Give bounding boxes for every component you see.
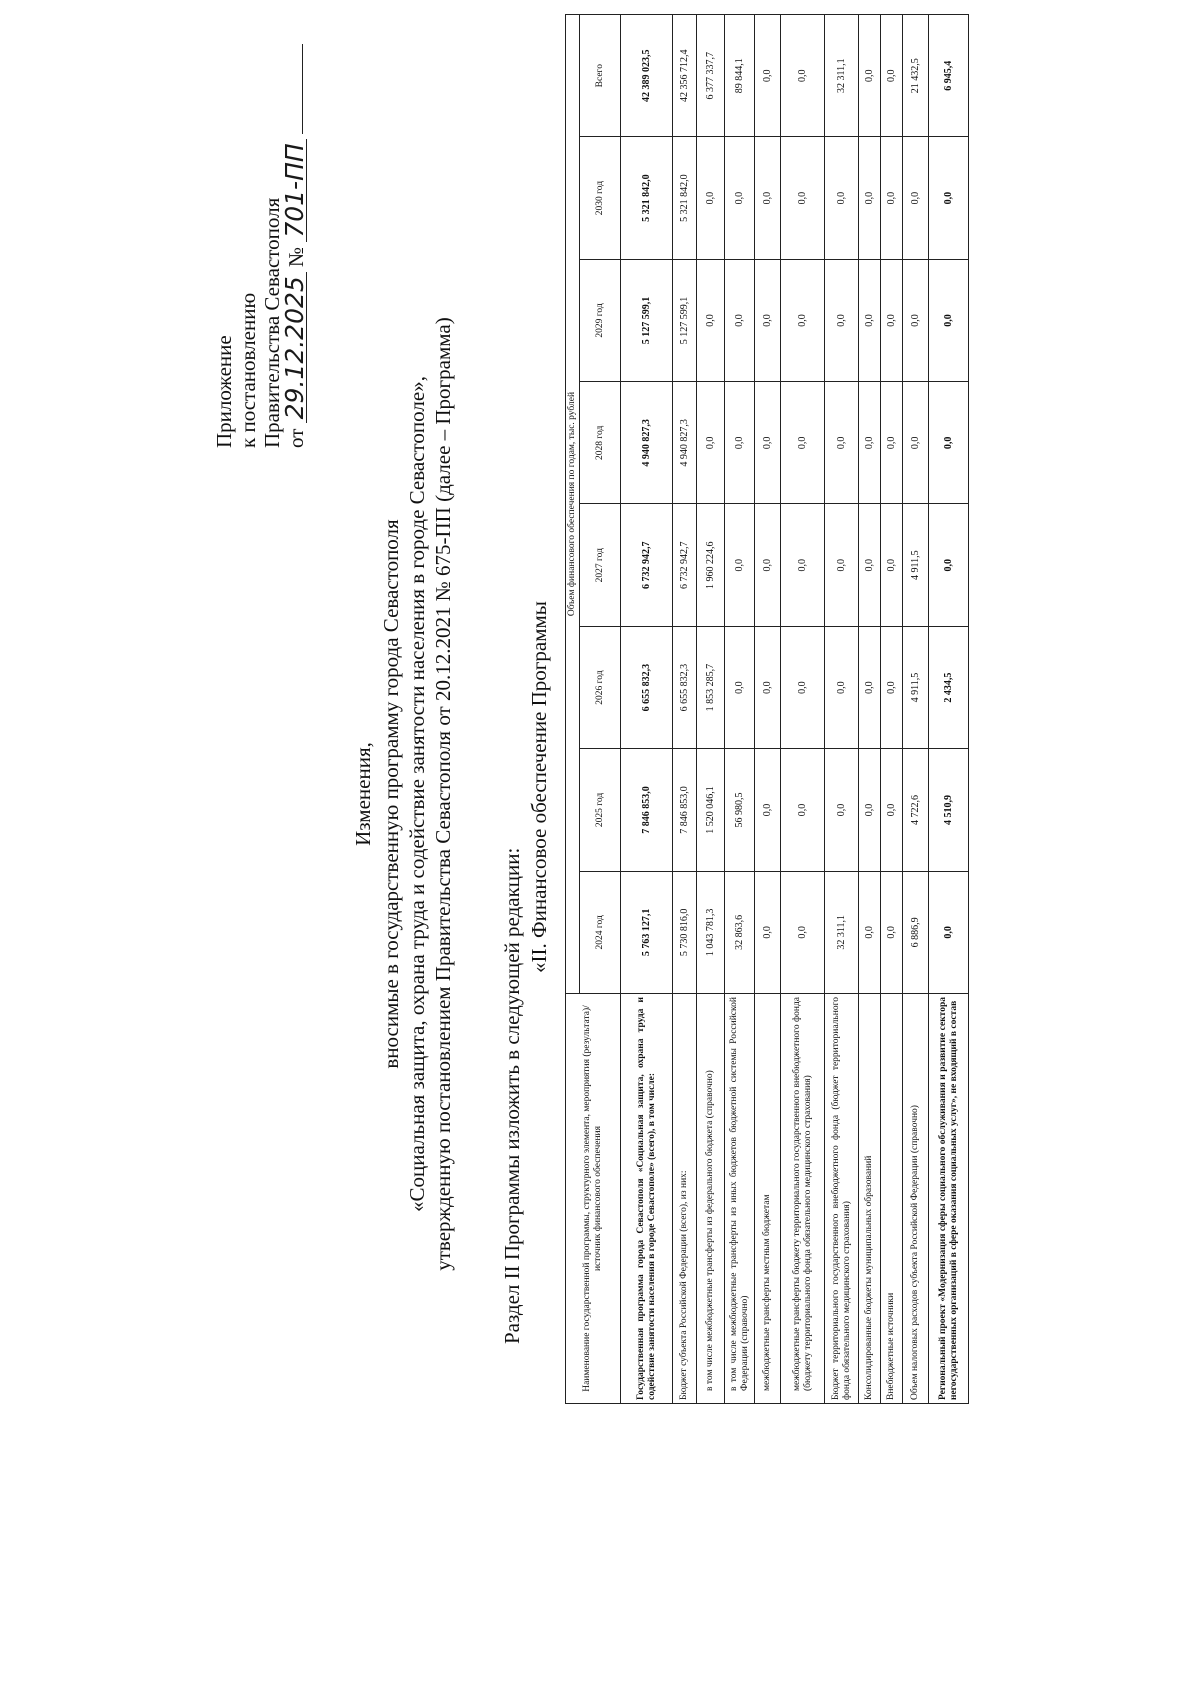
value-cell: 7 846 853,0 bbox=[673, 749, 697, 871]
title-line-2: вносимые в государственную программу города Севастополя bbox=[379, 519, 403, 1069]
value-cell: 42 389 023,5 bbox=[621, 15, 673, 137]
value-cell: 0,0 bbox=[755, 749, 781, 871]
year-header: 2026 год bbox=[580, 626, 621, 748]
value-cell: 4 722,6 bbox=[903, 749, 929, 871]
appendix-line-3: Правительства Севастополя bbox=[260, 197, 284, 448]
value-cell: 0,0 bbox=[881, 504, 903, 626]
value-cell: 0,0 bbox=[725, 626, 755, 748]
value-cell: 6 732 942,7 bbox=[673, 504, 697, 626]
row-name-cell: Государственная программа города Севастополя «Социальная защита, охрана труда и содействие занятости населения в городе Севастополе» (всего), в том числе: bbox=[621, 994, 673, 1404]
value-cell: 0,0 bbox=[881, 749, 903, 871]
value-cell: 6 377 337,7 bbox=[697, 15, 725, 137]
value-cell: 6 655 832,3 bbox=[673, 626, 697, 748]
value-cell: 0,0 bbox=[881, 137, 903, 259]
year-header: 2028 год bbox=[580, 382, 621, 504]
section-title: «II. Финансовое обеспечение Программы bbox=[527, 601, 551, 973]
value-cell: 0,0 bbox=[825, 382, 859, 504]
year-header: Всего bbox=[580, 15, 621, 137]
row-name-cell: Объем налоговых расходов субъекта Российской Федерации (справочно) bbox=[903, 994, 929, 1404]
document-title bbox=[350, 174, 456, 1414]
value-cell: 0,0 bbox=[929, 259, 969, 381]
table-row bbox=[673, 15, 697, 1404]
value-cell: 2 434,5 bbox=[929, 626, 969, 748]
value-cell: 0,0 bbox=[755, 382, 781, 504]
value-cell: 0,0 bbox=[859, 871, 881, 993]
signature-underline bbox=[284, 44, 303, 134]
value-cell: 0,0 bbox=[697, 137, 725, 259]
year-header: 2030 год bbox=[580, 137, 621, 259]
table-row bbox=[929, 15, 969, 1404]
value-cell: 0,0 bbox=[825, 626, 859, 748]
title-line-4: утвержденную постановлением Правительства Севастополя от 20.12.2021 № 675-ПП (далее – Программа) bbox=[431, 317, 455, 1271]
appendix-line-2: к постановлению bbox=[236, 292, 260, 448]
table-row bbox=[621, 15, 673, 1404]
value-cell: 0,0 bbox=[859, 15, 881, 137]
group-header: Объем финансового обеспечения по годам, тыс. рублей bbox=[566, 15, 580, 994]
value-cell: 0,0 bbox=[755, 626, 781, 748]
value-cell: 0,0 bbox=[725, 504, 755, 626]
value-cell: 0,0 bbox=[781, 15, 825, 137]
value-cell: 0,0 bbox=[881, 15, 903, 137]
row-name-cell: Консолидированные бюджеты муниципальных образований bbox=[859, 994, 881, 1404]
value-cell: 4 940 827,3 bbox=[673, 382, 697, 504]
value-cell: 56 980,5 bbox=[725, 749, 755, 871]
table-header-row bbox=[566, 15, 580, 1404]
value-cell: 1 960 224,6 bbox=[697, 504, 725, 626]
value-cell: 0,0 bbox=[825, 504, 859, 626]
row-name-cell: Бюджет субъекта Российской Федерации (всего), из них: bbox=[673, 994, 697, 1404]
value-cell: 0,0 bbox=[825, 259, 859, 381]
value-cell: 0,0 bbox=[903, 259, 929, 381]
value-cell: 0,0 bbox=[859, 382, 881, 504]
appendix-date-line bbox=[280, 44, 309, 448]
value-cell: 0,0 bbox=[881, 382, 903, 504]
handwritten-date: 29.12.2025 bbox=[284, 272, 307, 423]
value-cell: 4 911,5 bbox=[903, 504, 929, 626]
value-cell: 0,0 bbox=[697, 259, 725, 381]
row-name-cell: в том числе межбюджетные трансферты из иных бюджетов бюджетной системы Российской Федерации (справочно) bbox=[725, 994, 755, 1404]
value-cell: 5 321 842,0 bbox=[621, 137, 673, 259]
row-name-cell: межбюджетные трансферты местным бюджетам bbox=[755, 994, 781, 1404]
value-cell: 0,0 bbox=[881, 626, 903, 748]
value-cell: 32 311,1 bbox=[825, 871, 859, 993]
value-cell: 0,0 bbox=[781, 749, 825, 871]
value-cell: 32 863,6 bbox=[725, 871, 755, 993]
financing-table bbox=[565, 14, 969, 1404]
value-cell: 0,0 bbox=[929, 137, 969, 259]
value-cell: 7 846 853,0 bbox=[621, 749, 673, 871]
value-cell: 1 043 781,3 bbox=[697, 871, 725, 993]
value-cell: 0,0 bbox=[825, 749, 859, 871]
row-name-cell: Бюджет территориального государственного внебюджетного фонда (бюджет территориального фонда обязательного медицинского страхования) bbox=[825, 994, 859, 1404]
row-name-cell: Региональный проект «Модернизация сферы социального обслуживания и развитие сектора негосударственных организаций в сфере оказания социальных услуг», не входящий в состав bbox=[929, 994, 969, 1404]
value-cell: 0,0 bbox=[859, 749, 881, 871]
year-header: 2027 год bbox=[580, 504, 621, 626]
table-row bbox=[903, 15, 929, 1404]
value-cell: 0,0 bbox=[881, 259, 903, 381]
appendix-block bbox=[212, 44, 308, 448]
appendix-line-1: Приложение bbox=[212, 335, 236, 448]
value-cell: 1 520 046,1 bbox=[697, 749, 725, 871]
value-cell: 0,0 bbox=[781, 626, 825, 748]
value-cell: 0,0 bbox=[859, 137, 881, 259]
value-cell: 0,0 bbox=[825, 137, 859, 259]
date-prefix: от bbox=[284, 428, 308, 448]
value-cell: 6 732 942,7 bbox=[621, 504, 673, 626]
value-cell: 0,0 bbox=[755, 15, 781, 137]
value-cell: 0,0 bbox=[859, 504, 881, 626]
year-header: 2025 год bbox=[580, 749, 621, 871]
table-row bbox=[859, 15, 881, 1404]
value-cell: 0,0 bbox=[755, 504, 781, 626]
value-cell: 0,0 bbox=[755, 871, 781, 993]
value-cell: 0,0 bbox=[781, 382, 825, 504]
value-cell: 0,0 bbox=[859, 259, 881, 381]
value-cell: 89 844,1 bbox=[725, 15, 755, 137]
value-cell: 5 321 842,0 bbox=[673, 137, 697, 259]
section-instruction: Раздел II Программы изложить в следующей редакции: bbox=[500, 847, 524, 1344]
row-name-cell: в том числе межбюджетные трансферты из федерального бюджета (справочно) bbox=[697, 994, 725, 1404]
row-name-cell: Внебюджетные источники bbox=[881, 994, 903, 1404]
value-cell: 6 945,4 bbox=[929, 15, 969, 137]
value-cell: 1 853 285,7 bbox=[697, 626, 725, 748]
value-cell: 0,0 bbox=[755, 259, 781, 381]
value-cell: 42 356 712,4 bbox=[673, 15, 697, 137]
value-cell: 5 763 127,1 bbox=[621, 871, 673, 993]
value-cell: 4 911,5 bbox=[903, 626, 929, 748]
value-cell: 0,0 bbox=[697, 382, 725, 504]
value-cell: 0,0 bbox=[929, 871, 969, 993]
value-cell: 0,0 bbox=[929, 504, 969, 626]
value-cell: 0,0 bbox=[881, 871, 903, 993]
value-cell: 0,0 bbox=[929, 382, 969, 504]
value-cell: 0,0 bbox=[725, 137, 755, 259]
value-cell: 0,0 bbox=[859, 626, 881, 748]
value-cell: 4 510,9 bbox=[929, 749, 969, 871]
value-cell: 6 655 832,3 bbox=[621, 626, 673, 748]
title-line-3: «Социальная защита, охрана труда и содействие занятости населения в городе Севастополе», bbox=[405, 376, 429, 1212]
table-row bbox=[781, 15, 825, 1404]
value-cell: 5 127 599,1 bbox=[621, 259, 673, 381]
year-header: 2024 год bbox=[580, 871, 621, 993]
value-cell: 0,0 bbox=[781, 137, 825, 259]
value-cell: 6 886,9 bbox=[903, 871, 929, 993]
value-cell: 4 940 827,3 bbox=[621, 382, 673, 504]
table-row bbox=[825, 15, 859, 1404]
table-row bbox=[881, 15, 903, 1404]
table-body bbox=[621, 15, 969, 1404]
table-row bbox=[725, 15, 755, 1404]
table-row bbox=[755, 15, 781, 1404]
row-name-cell: межбюджетные трансферты бюджету территориального государственного внебюджетного фонда (бюджету территориального фонда обязательного медицинского страхования) bbox=[781, 994, 825, 1404]
value-cell: 5 730 816,0 bbox=[673, 871, 697, 993]
value-cell: 0,0 bbox=[755, 137, 781, 259]
value-cell: 32 311,1 bbox=[825, 15, 859, 137]
value-cell: 0,0 bbox=[781, 504, 825, 626]
name-header: Наименование государственной программы, структурного элемента, мероприятия (результата)/источник финансового обеспечения bbox=[566, 994, 621, 1404]
value-cell: 21 432,5 bbox=[903, 15, 929, 137]
value-cell: 0,0 bbox=[781, 871, 825, 993]
value-cell: 0,0 bbox=[903, 137, 929, 259]
value-cell: 0,0 bbox=[725, 259, 755, 381]
value-cell: 0,0 bbox=[903, 382, 929, 504]
value-cell: 5 127 599,1 bbox=[673, 259, 697, 381]
value-cell: 0,0 bbox=[781, 259, 825, 381]
year-header: 2029 год bbox=[580, 259, 621, 381]
number-prefix: № bbox=[284, 246, 308, 267]
value-cell: 0,0 bbox=[725, 382, 755, 504]
handwritten-number: 701-ПП bbox=[284, 139, 307, 241]
table-row bbox=[697, 15, 725, 1404]
title-line-1: Изменения, bbox=[351, 742, 375, 846]
